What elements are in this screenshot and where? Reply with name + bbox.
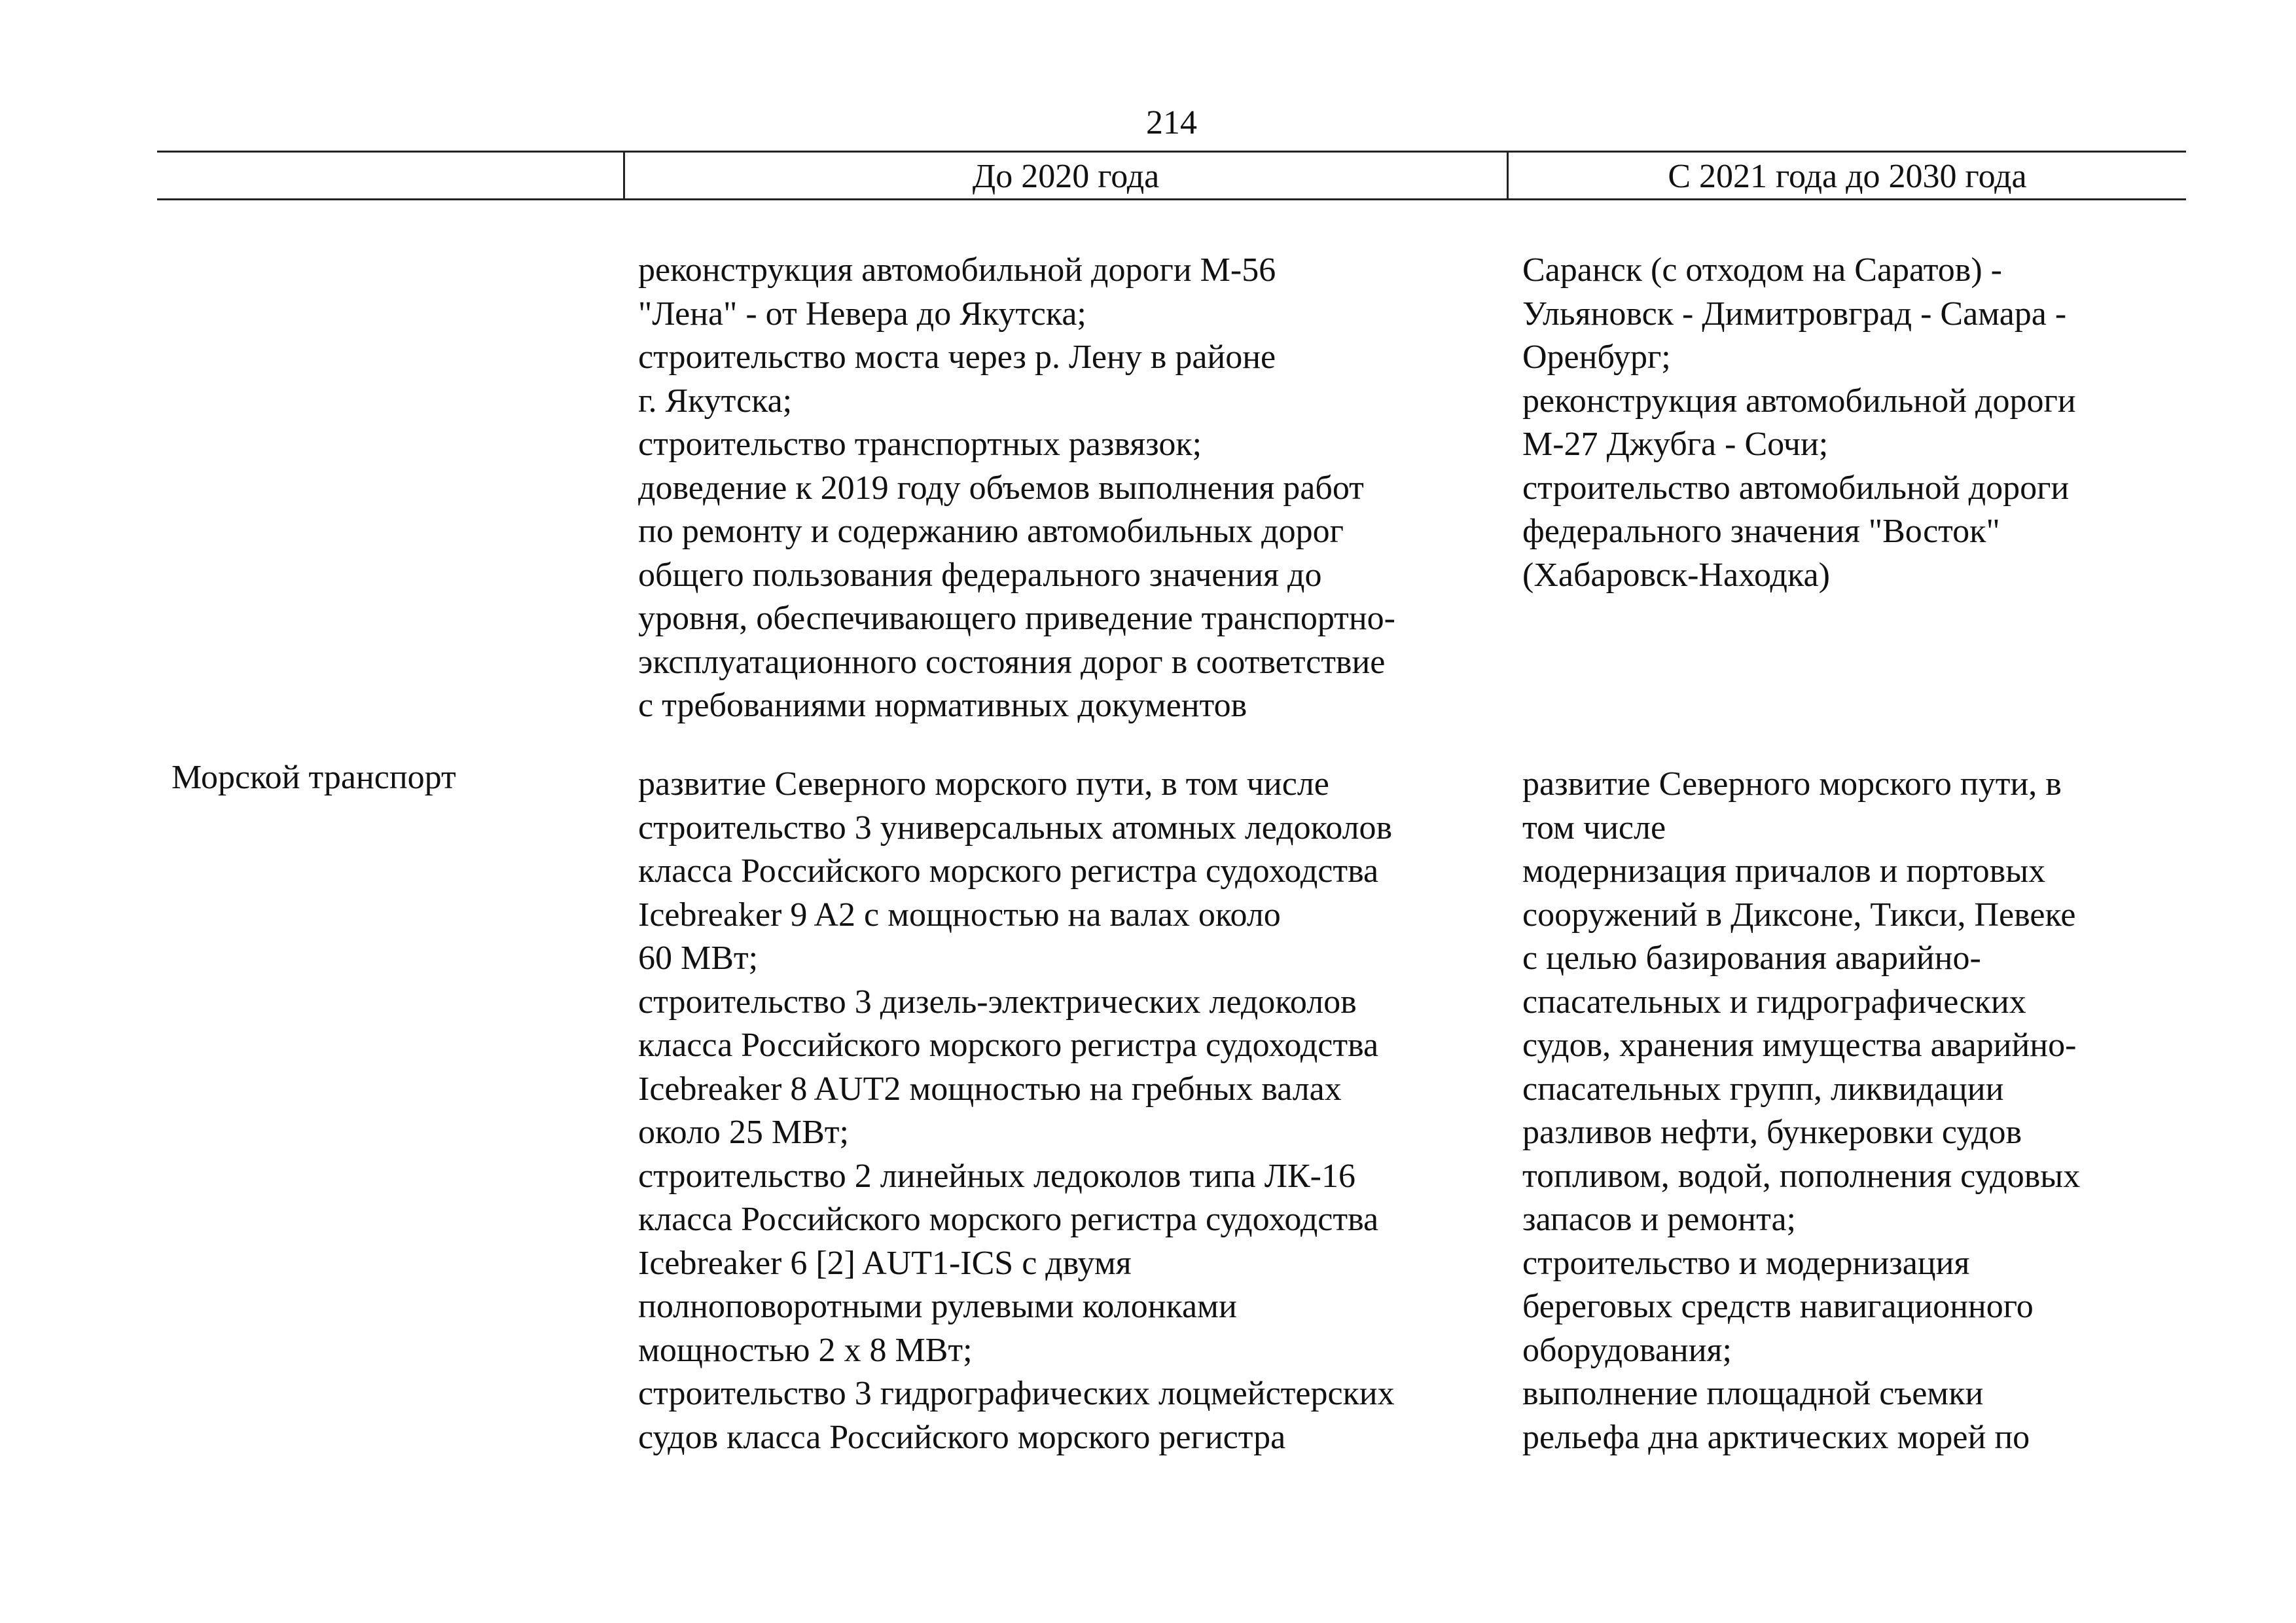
text-line: строительство и модернизация bbox=[1522, 1244, 1970, 1282]
text-line: запасов и ремонта; bbox=[1522, 1201, 1797, 1238]
text-line: г. Якутска; bbox=[638, 382, 793, 420]
text-line: развитие Северного морского пути, в bbox=[1522, 765, 2062, 803]
text-line: реконструкция автомобильной дороги bbox=[1522, 382, 2076, 420]
text-line: класса Российского морского регистра судоходства bbox=[638, 852, 1379, 890]
text-line: "Лена" - от Невера до Якутска; bbox=[638, 295, 1086, 333]
text-line: спасательных групп, ликвидации bbox=[1522, 1070, 2004, 1108]
text-line: с целью базирования аварийно- bbox=[1522, 939, 1981, 977]
text-line: строительство транспортных развязок; bbox=[638, 426, 1202, 463]
text-line: модернизация причалов и портовых bbox=[1522, 852, 2046, 890]
text-line: Icebreaker 9 A2 с мощностью на валах около bbox=[638, 896, 1281, 934]
text-line: уровня, обеспечивающего приведение транспортно- bbox=[638, 600, 1395, 637]
text-line: Icebreaker 8 AUT2 мощностью на гребных валах bbox=[638, 1070, 1342, 1108]
page-number: 214 bbox=[1146, 104, 1197, 141]
text-line: береговых средств навигационного bbox=[1522, 1288, 2034, 1325]
text-line: развитие Северного морского пути, в том числе bbox=[638, 765, 1329, 803]
text-line: М-27 Джубга - Сочи; bbox=[1522, 426, 1829, 463]
text-line: по ремонту и содержанию автомобильных дорог bbox=[638, 513, 1344, 550]
text-line: судов, хранения имущества аварийно- bbox=[1522, 1027, 2077, 1064]
text-line: класса Российского морского регистра судоходства bbox=[638, 1201, 1379, 1238]
text-line: том числе bbox=[1522, 809, 1666, 847]
text-line: спасательных и гидрографических bbox=[1522, 983, 2026, 1021]
row-1-2021-2030-cell bbox=[1522, 249, 2076, 597]
text-line: строительство 3 универсальных атомных ледоколов bbox=[638, 809, 1393, 847]
column-header-2021-2030: С 2021 года до 2030 года bbox=[1668, 158, 2027, 195]
text-line: строительство моста через р. Лену в районе bbox=[638, 338, 1276, 376]
text-line: с требованиями нормативных документов bbox=[638, 687, 1247, 724]
table-header-rule bbox=[157, 198, 2186, 200]
table-top-rule bbox=[157, 151, 2186, 153]
text-line: выполнение площадной съемки bbox=[1522, 1375, 1984, 1412]
text-line: строительство 2 линейных ледоколов типа ЛК-16 bbox=[638, 1157, 1355, 1195]
text-line: общего пользования федерального значения до bbox=[638, 556, 1322, 594]
text-line: рельефа дна арктических морей по bbox=[1522, 1418, 2030, 1456]
row-2-2021-2030-cell bbox=[1522, 763, 2080, 1459]
text-line: оборудования; bbox=[1522, 1331, 1732, 1369]
text-line: реконструкция автомобильной дороги М-56 bbox=[638, 251, 1276, 289]
text-line: Icebreaker 6 [2] AUT1-ICS с двумя bbox=[638, 1244, 1132, 1282]
text-line: доведение к 2019 году объемов выполнения работ bbox=[638, 469, 1364, 507]
text-line: класса Российского морского регистра судоходства bbox=[638, 1027, 1379, 1064]
row-category-maritime-transport: Морской транспорт bbox=[171, 759, 456, 796]
text-line: Саранск (с отходом на Саратов) - bbox=[1522, 251, 2002, 289]
text-line: разливов нефти, бункеровки судов bbox=[1522, 1114, 2022, 1151]
text-line: строительство 3 дизель-электрических ледоколов bbox=[638, 983, 1357, 1021]
text-line: мощностью 2 х 8 МВт; bbox=[638, 1331, 973, 1369]
column-header-until-2020: До 2020 года bbox=[972, 158, 1160, 195]
row-2-until-2020-cell bbox=[638, 763, 1395, 1459]
text-line: Ульяновск - Димитровград - Самара - bbox=[1522, 295, 2067, 333]
text-line: строительство автомобильной дороги bbox=[1522, 469, 2070, 507]
text-line: федерального значения "Восток" bbox=[1522, 513, 2000, 550]
text-line: 60 МВт; bbox=[638, 939, 759, 977]
text-line: около 25 МВт; bbox=[638, 1114, 849, 1151]
text-line: Оренбург; bbox=[1522, 338, 1671, 376]
text-line: (Хабаровск-Находка) bbox=[1522, 556, 1830, 594]
text-line: судов класса Российского морского регистра bbox=[638, 1418, 1286, 1456]
text-line: сооружений в Диксоне, Тикси, Певеке bbox=[1522, 896, 2076, 934]
text-line: эксплуатационного состояния дорог в соответствие bbox=[638, 643, 1386, 681]
text-line: строительство 3 гидрографических лоцмейстерских bbox=[638, 1375, 1395, 1412]
text-line: полноповоротными рулевыми колонками bbox=[638, 1288, 1237, 1325]
row-1-until-2020-cell bbox=[638, 249, 1395, 728]
text-line: топливом, водой, пополнения судовых bbox=[1522, 1157, 2081, 1195]
